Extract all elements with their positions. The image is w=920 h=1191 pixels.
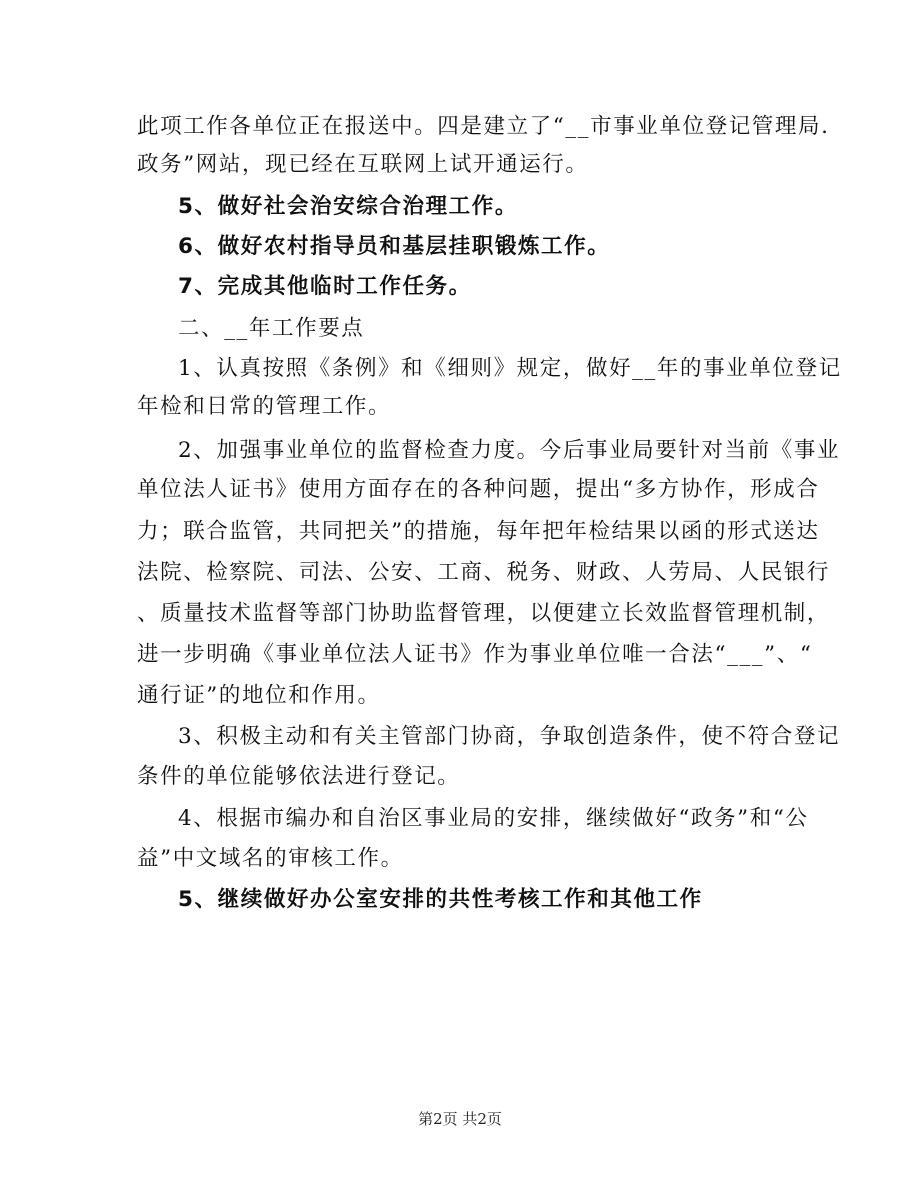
paragraph-line: 法院、检察院、司法、公安、工商、税务、财政、人劳局、人民银行 xyxy=(137,560,831,585)
paragraph-line: 2、加强事业单位的监督检查力度。今后事业局要针对当前《事业 xyxy=(178,438,841,463)
paragraph-line: 、质量技术监督等部门协助监督管理，以便建立长效监督管理机制， xyxy=(137,601,831,626)
paragraph-line: 年检和日常的管理工作。 xyxy=(137,394,392,419)
page-number-footer: 第2页 共2页 xyxy=(418,1110,502,1128)
list-item-heading: 5、做好社会治安综合治理工作。 xyxy=(178,194,518,219)
paragraph-line: 政务”网站，现已经在互联网上试开通运行。 xyxy=(137,152,589,177)
paragraph-line: 通行证”的地位和作用。 xyxy=(137,683,381,708)
section-heading: 二、__年工作要点 xyxy=(178,316,365,341)
paragraph-line: 条件的单位能够依法进行登记。 xyxy=(137,764,461,789)
paragraph-line: 进一步明确《事业单位法人证书》作为事业单位唯一合法“___”、“ xyxy=(137,642,813,667)
list-item-heading: 6、做好农村指导员和基层挂职锻炼工作。 xyxy=(178,234,611,259)
paragraph-line: 单位法人证书》使用方面存在的各种问题，提出“多方协作，形成合 xyxy=(137,477,820,502)
list-item-heading: 5、继续做好办公室安排的共性考核工作和其他工作 xyxy=(178,887,703,912)
list-item-heading: 7、完成其他临时工作任务。 xyxy=(178,274,472,299)
paragraph-line: 1、认真按照《条例》和《细则》规定，做好__年的事业单位登记 xyxy=(178,356,842,381)
paragraph-line: 力；联合监管，共同把关”的措施，每年把年检结果以函的形式送达 xyxy=(137,519,820,544)
paragraph-line: 此项工作各单位正在报送中。四是建立了“__市事业单位登记管理局. xyxy=(137,114,830,139)
paragraph-line: 益”中文域名的审核工作。 xyxy=(137,846,404,871)
paragraph-line: 3、积极主动和有关主管部门协商，争取创造条件，使不符合登记 xyxy=(178,724,841,749)
paragraph-line: 4、根据市编办和自治区事业局的安排，继续做好“政务”和“公 xyxy=(178,806,809,831)
